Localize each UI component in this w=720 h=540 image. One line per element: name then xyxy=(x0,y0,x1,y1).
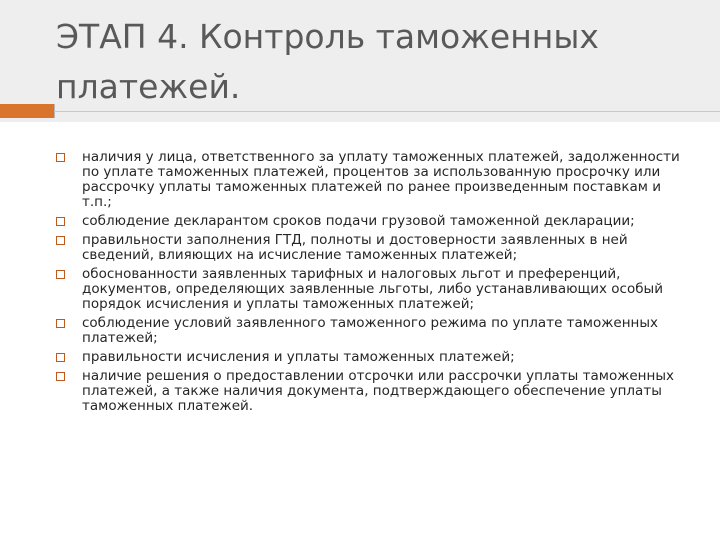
hollow-square-icon xyxy=(56,353,65,362)
accent-bar xyxy=(0,104,54,118)
list-item-text: правильности исчисления и уплаты таможенных платежей; xyxy=(82,349,515,365)
list-item-text: правильности заполнения ГТД, полноты и достоверности заявленных в ней сведений, влияющих на исчисление таможенных платежей; xyxy=(82,232,628,263)
hollow-square-icon xyxy=(56,217,65,226)
slide-title: ЭТАП 4. Контроль таможенных платежей. xyxy=(56,17,599,106)
title-divider xyxy=(54,111,720,112)
hollow-square-icon xyxy=(56,153,65,162)
list-item xyxy=(50,233,690,263)
list-item-text: соблюдение условий заявленного таможенного режима по уплате таможенных платежей; xyxy=(82,315,659,346)
list-item-text: обоснованности заявленных тарифных и налоговых льгот и преференций, документов, определяющих заявленные льготы, либо устанавливающих особый порядок исчисления и уплаты таможенных платежей; xyxy=(82,266,663,312)
list-item-text: соблюдение декларантом сроков подачи грузовой таможенной декларации; xyxy=(82,213,635,229)
list-item xyxy=(50,214,690,229)
title-band xyxy=(0,0,720,122)
hollow-square-icon xyxy=(56,270,65,279)
hollow-square-icon xyxy=(56,372,65,381)
list-item xyxy=(50,369,690,414)
list-item xyxy=(50,316,690,346)
list-item-text: наличия у лица, ответственного за уплату таможенных платежей, задолженности по уплате таможенных платежей, процентов за использованную просрочку или рассрочку уплаты таможенных платежей по ранее произведенным поставкам и т.п.; xyxy=(82,149,680,210)
list-item xyxy=(50,150,690,210)
list-item xyxy=(50,350,690,365)
hollow-square-icon xyxy=(56,319,65,328)
list-item xyxy=(50,267,690,312)
list-item-text: наличие решения о предоставлении отсрочки или рассрочки уплаты таможенных платежей, а также наличия документа, подтверждающего обеспечение уплаты таможенных платежей. xyxy=(82,368,674,414)
hollow-square-icon xyxy=(56,236,65,245)
bullet-list xyxy=(50,150,690,418)
